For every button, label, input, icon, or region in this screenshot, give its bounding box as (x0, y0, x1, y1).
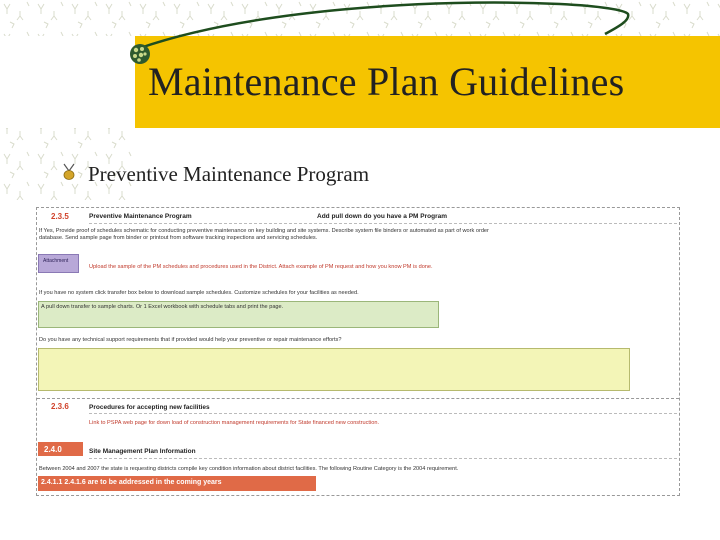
subtitle: Preventive Maintenance Program (88, 162, 370, 186)
section-title: Procedures for accepting new facilities (89, 404, 210, 411)
upload-text[interactable]: Upload the sample of the PM schedules and procedures used in the District. Attach example of PM request and how you know PM is done. (89, 264, 433, 270)
pulldown-label[interactable]: Add pull down do you have a PM Program (317, 213, 448, 220)
section-text: If Yes, Provide proof of schedules schematic for conducting preventive maintenance on key building and site systems. Describe system file binders or automated as part of work order (39, 228, 489, 234)
slide-title: Maintenance Plan Guidelines (148, 59, 625, 104)
question-text: Do you have any technical support requirements that if provided would help your preventive or repair maintenance efforts? (39, 337, 342, 343)
answer-field[interactable] (38, 348, 630, 391)
embedded-document (36, 207, 680, 496)
section-number: 2.3.5 (51, 212, 69, 221)
transfer-text: A pull down transfer to sample charts. Or 1 Excel workbook with schedule tabs and print the page. (41, 304, 284, 310)
transfer-box[interactable] (38, 301, 439, 328)
attachment-button[interactable]: Attachment (38, 254, 79, 273)
section-number: 2.4.0 (38, 442, 83, 456)
section-text: Between 2004 and 2007 the state is requesting districts compile key condition information about district facilities. The following Routine Category is the 2004 requirement. (39, 466, 459, 472)
divider (37, 398, 679, 399)
divider (89, 413, 677, 414)
section-text: If you have no system click transfer box below to download sample schedules. Customize schedules for your facilities as needed. (39, 290, 359, 296)
divider (89, 223, 677, 224)
pspa-link[interactable]: Link to PSPA web page for down load of construction management requirements for State financed new construction. (89, 420, 380, 426)
bullet-icon (62, 163, 76, 181)
section-text: database. Send sample page from binder or printout from software tracking inspections and servicing schedules. (39, 235, 318, 241)
section-number: 2.3.6 (51, 402, 69, 411)
divider (89, 458, 677, 459)
section-title: Site Management Plan Information (89, 448, 196, 455)
footer-bar: 2.4.1.1 2.4.1.6 are to be addressed in the coming years (38, 476, 316, 491)
section-title: Preventive Maintenance Program (89, 213, 192, 220)
